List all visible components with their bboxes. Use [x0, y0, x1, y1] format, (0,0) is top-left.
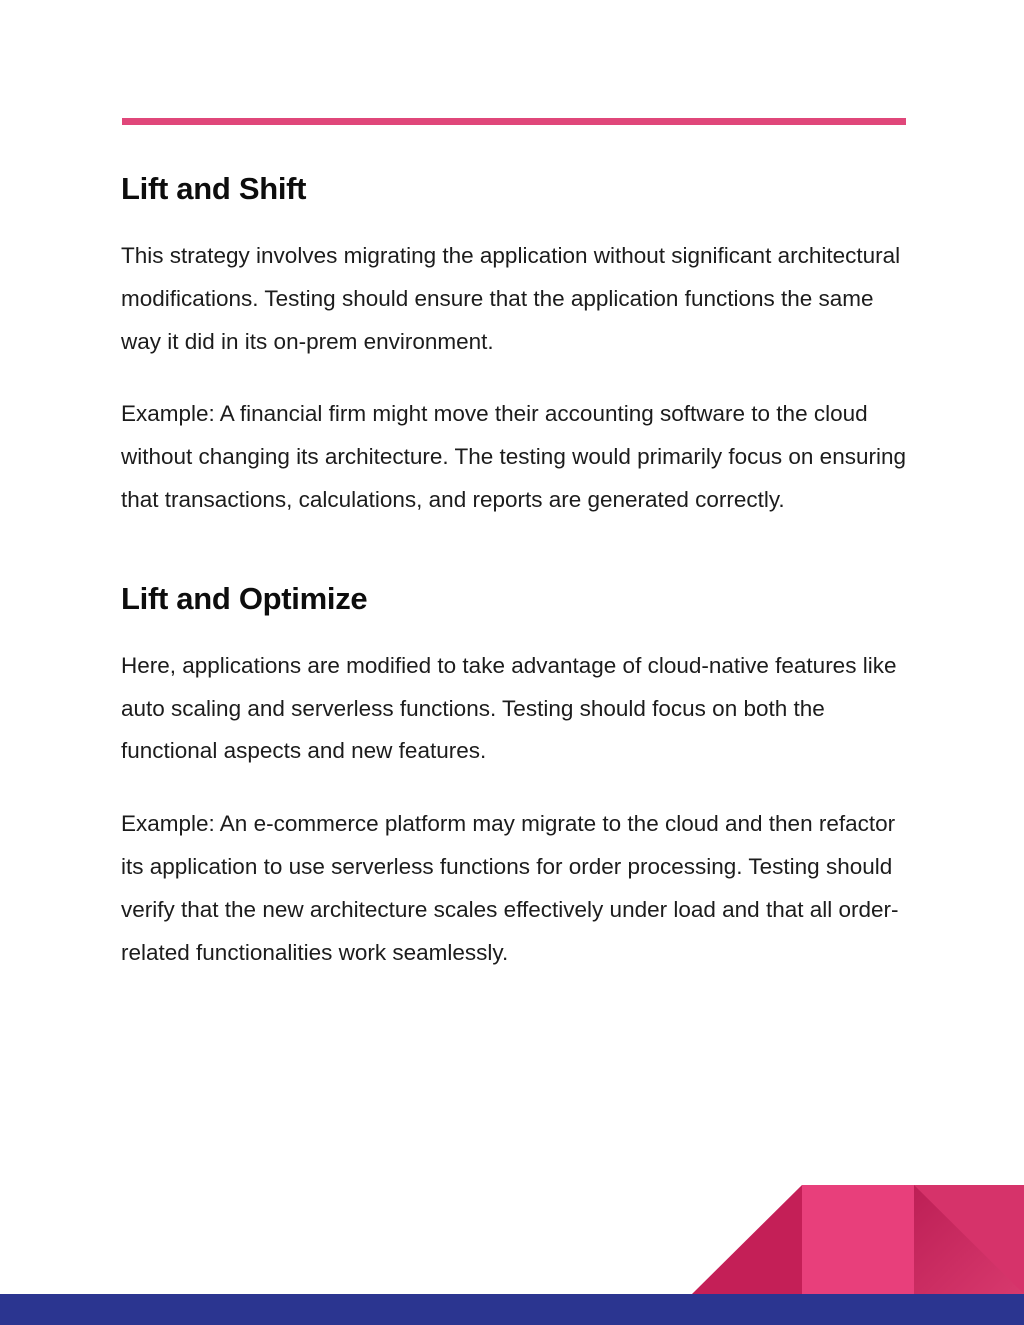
top-accent-rule: [122, 118, 906, 125]
lift-and-optimize-example: Example: An e-commerce platform may migrate to the cloud and then refactor its application to use serverless functions for order processing. Testing should verify that the new architecture scales effectively under load and that all order-related functionalities work seamlessly.: [121, 811, 899, 965]
footer-block-middle: [802, 1185, 914, 1294]
footer-triangle-left: [692, 1185, 802, 1294]
footer-bar: [0, 1294, 1024, 1325]
page-content: [121, 170, 911, 974]
lift-and-optimize-description: Here, applications are modified to take advantage of cloud-native features like auto scaling and serverless functions. Testing should focus on both the functional aspects and new features.: [121, 652, 897, 764]
section-heading-lift-and-optimize: Lift and Optimize: [121, 580, 368, 616]
section-heading-lift-and-shift: Lift and Shift: [121, 171, 307, 206]
lift-and-shift-example: Example: A financial firm might move their accounting software to the cloud without changing its architecture. The testing would primarily focus on ensuring that transactions, calculations, and reports are generated correctly.: [121, 401, 906, 512]
lift-and-shift-description: This strategy involves migrating the application without significant architectural modifications. Testing should ensure that the application functions the same way it did in its on-prem environment.: [121, 243, 901, 354]
